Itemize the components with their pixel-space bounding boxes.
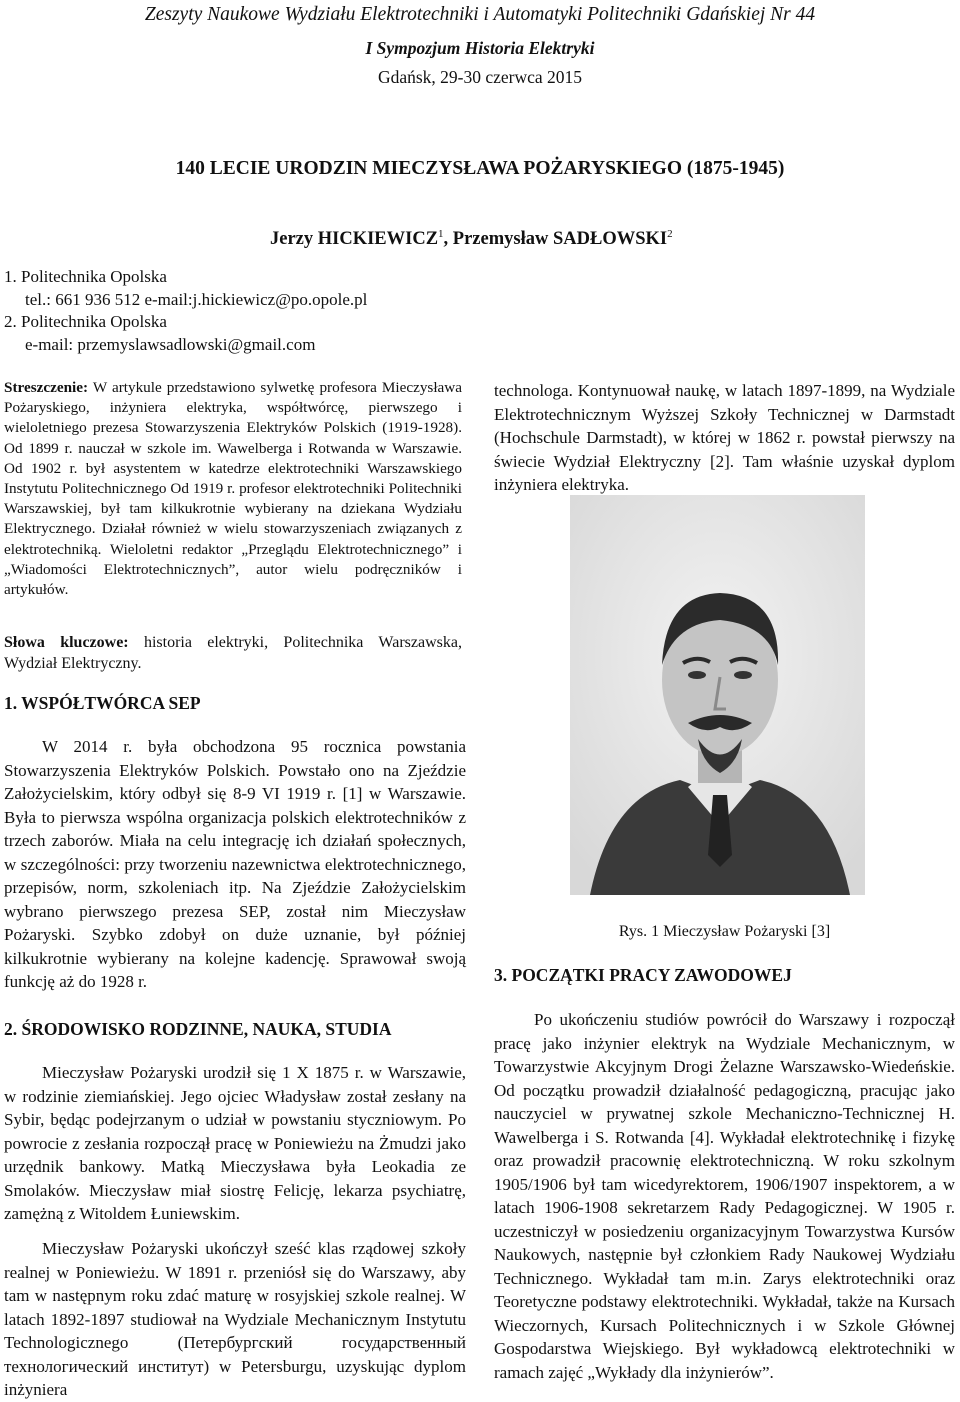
author-2: Przemysław SADŁOWSKI [452,229,668,250]
symposium-title: I Sympozjum Historia Elektryki [365,38,595,58]
author-1: Jerzy HICKIEWICZ [270,229,439,250]
keywords [4,632,462,674]
section-1-heading: 1. WSPÓŁTWÓRCA SEP [4,693,201,713]
keywords-text: historia elektryki, Politechnika Warszawska, Wydział Elektryczny. [4,634,462,672]
section-2-paragraph-2: Mieczysław Pożaryski ukończył sześć klas rządowej szkoły realnej w Poniewieżu. W 1891 r. przeniósł się do Warszawy, aby tam w następnym roku zdać maturę w rosyjskiej szkole realnej. W latach 1892-1897 studiował na Wydziale Mechanicznym Instytutu Technologicznego (Петербургский государственный технологический институт) w Petersburgu, uzyskując dyplom inżyniera [4,1239,466,1399]
affiliation-1-contact: tel.: 661 936 512 e-mail:j.hickiewicz@po.opole.pl [25,289,368,309]
paper-title: 140 LECIE URODZIN MIECZYSŁAWA POŻARYSKIEGO (1875-1945) [175,158,785,179]
author-2-sup: 2 [667,228,673,240]
affiliation-2-contact: e-mail: przemyslawsadlowski@gmail.com [25,334,316,354]
right-column-continuation: technologa. Kontynuował naukę, w latach 1897-1899, na Wydziale Elektrotechnicznym Wyższej Szkoły Technicznej w Darmstadt (Hochschule Darmstadt), w której w 1862 r. powstał pierwszy na świecie Wydział Elektryczny [2]. Tam właśnie uzyskał dyplom inżyniera elektryka. [494,381,955,494]
author-separator: , [443,229,453,250]
affiliation-2-name: 2. Politechnika Opolska [4,312,167,331]
portrait-illustration [570,495,865,895]
abstract-label: Streszczenie: [4,379,89,396]
authors [270,228,673,250]
journal-title: Zeszyty Naukowe Wydziału Elektrotechniki i Automatyki Politechniki Gdańskiej Nr 44 [144,4,816,25]
keywords-label: Słowa kluczowe: [4,634,129,651]
affiliations [4,266,367,356]
section-3-heading: 3. POCZĄTKI PRACY ZAWODOWEJ [494,965,792,985]
abstract-text: W artykule przedstawiono sylwetkę profesora Mieczysława Pożaryskiego, inżyniera elektryka, współtwórcę, pierwszego i wieloletniego prezesa Stowarzyszenia Elektryków Polskich (1919-1928). Od 1899 r. nauczał w szkole im. Wawelberga i Rotwanda w Warszawie. Od 1902 r. był asystentem w katedrze elektrotechniki Warszawskiego Instytutu Politechnicznego Od 1919 r. profesor elektrotechniki Politechniki Warszawskiej, był tam kilkukrotnie wybierany na dziekana Wydziału Elektrycznego. Działał również w wielu stowarzyszeniach związanych z elektrotechniką. Wieloletni redaktor „Przeglądu Elektrotechnicznego” i „Wiadomości Elektrotechnicznych”, autor wielu podręczników i artykułów. [4,379,462,599]
place-date: Gdańsk, 29-30 czerwca 2015 [377,67,583,87]
portrait-photo [570,495,865,895]
section-1-paragraph: W 2014 r. była obchodzona 95 rocznica powstania Stowarzyszenia Elektryków Polskich. Powstało ono na Zjeździe Założycielskim, który odbył się 8-9 VI 1919 r. [1] w Warszawie. Była to pierwsza wspólna organizacja polskich elektrotechników z trzech zaborów. Miała na celu integrację ich działań społecznych, w szczególności: przy tworzeniu nazewnictwa elektrotechnicznego, przepisów, norm, szkoleniach itp. Na Zjeździe Założycielskim wybrano pierwszego prezesa SEP, został nim Mieczysław Pożaryski. Szybko zdobył on duże uznanie, był później kilkukrotnie wybierany na kolejne kadencję. Sprawował swoją funkcję aż do 1928 r. [4,737,466,991]
section-2-heading: 2. ŚRODOWISKO RODZINNE, NAUKA, STUDIA [4,1019,392,1039]
author-1-sup: 1 [438,228,444,240]
abstract [4,378,462,600]
figure-caption: Rys. 1 Mieczysław Pożaryski [3] [618,923,831,940]
section-2-paragraph-1: Mieczysław Pożaryski urodził się 1 X 1875 r. w Warszawie, w rodzinie ziemiańskiej. Jego ojciec Władysław został zesłany na Sybir, będąc podejrzanym o udział w powstaniu styczniowym. Po powrocie z zesłania rozpoczął pracę w Poniewieżu na Żmudzi jako urzędnik bankowy. Matką Mieczysława była Leokadia ze Smolaków. Mieczysław miał siostrę Felicję, lekarza psychiatrę, zamężną z Witoldem Łuniewskim. [4,1063,466,1223]
section-3-paragraph: Po ukończeniu studiów powrócił do Warszawy i rozpoczął pracę jako inżynier elektryk na Wydziale Mechanicznym, w Towarzystwie Akcyjnym Drogi Żelazne Warszawsko-Wiedeńskie. Od początku prowadził działalność pedagogiczną, pracując jako nauczyciel w prywatnej szkole Mechaniczno-Technicznej H. Wawelberga i S. Rotwanda [4]. Wykładał elektrotechnikę i fizykę oraz prowadził pracownię elektrotechniczną. W roku szkolnym 1905/1906 był tam wicedyrektorem, 1906/1907 inspektorem, a w latach 1906-1908 sekretarzem Rady Pedagogicznej. W 1905 r. uczestniczył w posiedzeniu organizacyjnym Towarzystwa Kursów Naukowych, następnie był członkiem Rady Naukowej Wydziału Technicznego. Wykładał tam m.in. Zarys elektrotechniki oraz Teoretyczne podstawy elektrotechniki. Wykładał, także na Kursach Wieczornych, Kursach Politechnicznych i w Szkole Głównej Gospodarstwa Wiejskiego. Był wykładowcą elektrotechniki w ramach zajęć „Wykłady dla inżynierów”. [494,1010,955,1382]
affiliation-1-name: 1. Politechnika Opolska [4,267,167,286]
